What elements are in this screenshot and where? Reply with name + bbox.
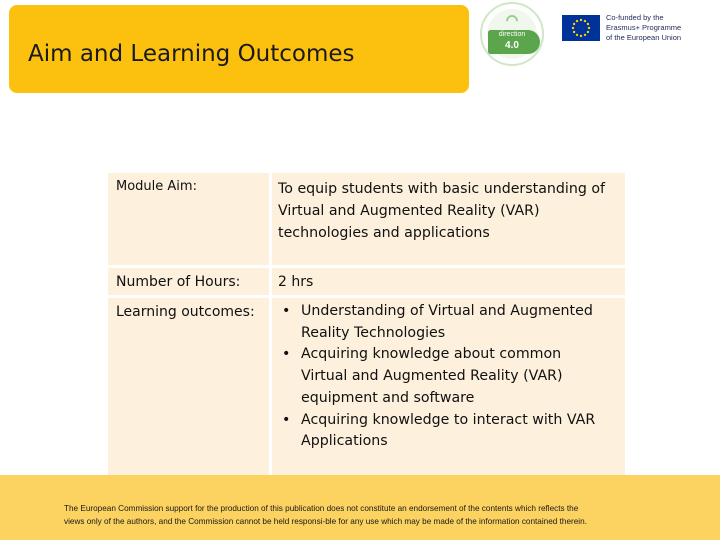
list-item: • Understanding of Virtual and Augmented Reality Technologies xyxy=(282,303,593,341)
eu-star xyxy=(572,27,574,29)
eu-star xyxy=(580,19,582,21)
logo-line-1: direction xyxy=(498,31,526,38)
eu-star xyxy=(584,20,586,22)
module-aim-value: To equip students with basic understanding of Virtual and Augmented Reality (VAR) technologies and applications xyxy=(278,181,606,241)
title-banner xyxy=(9,5,469,93)
eu-star xyxy=(573,31,575,33)
eu-star xyxy=(587,31,589,33)
disclaimer-text: The European Commission support for the production of this publication does not constitute an endorsement of the contents which reflects the views only of the authors, and the Commission cannot be held responsi-ble for any use which may be made of the information contained therein. xyxy=(64,504,587,526)
eu-star xyxy=(576,34,578,36)
eu-star xyxy=(588,27,590,29)
footer-disclaimer-bar xyxy=(0,475,720,540)
logo-line-2: 4.0 xyxy=(505,40,519,51)
bullet-icon: • xyxy=(282,346,291,363)
eu-text-line: of the European Union xyxy=(606,33,682,42)
table-row-module-aim xyxy=(108,173,625,265)
eu-text-line: Co-funded by the xyxy=(606,13,664,22)
hours-value: 2 hrs xyxy=(278,274,314,290)
hours-label: Number of Hours: xyxy=(116,274,241,290)
bullet-icon: • xyxy=(282,303,291,319)
eu-text-line: Erasmus+ Programme xyxy=(606,23,682,32)
learning-outcomes-list xyxy=(278,301,621,453)
direction-4-0-logo xyxy=(480,2,544,66)
eu-star xyxy=(587,23,589,25)
eu-cofunded-text xyxy=(606,13,681,43)
learning-outcomes-label: Learning outcomes: xyxy=(116,304,255,320)
table-row-learning-outcomes xyxy=(108,298,625,475)
page-title: Aim and Learning Outcomes xyxy=(28,41,355,67)
list-item: • Acquiring knowledge about common Virtual and Augmented Reality (VAR) equipment and software xyxy=(282,346,563,406)
eu-star xyxy=(576,20,578,22)
module-aim-label: Module Aim: xyxy=(116,179,197,194)
table-row-hours xyxy=(108,268,625,295)
eu-flag-icon xyxy=(562,15,600,41)
eu-star xyxy=(584,34,586,36)
list-item: • Acquiring knowledge to interact with VAR Applications xyxy=(282,411,596,450)
eu-star xyxy=(573,23,575,25)
bullet-icon: • xyxy=(282,411,291,428)
eu-star xyxy=(580,35,582,37)
